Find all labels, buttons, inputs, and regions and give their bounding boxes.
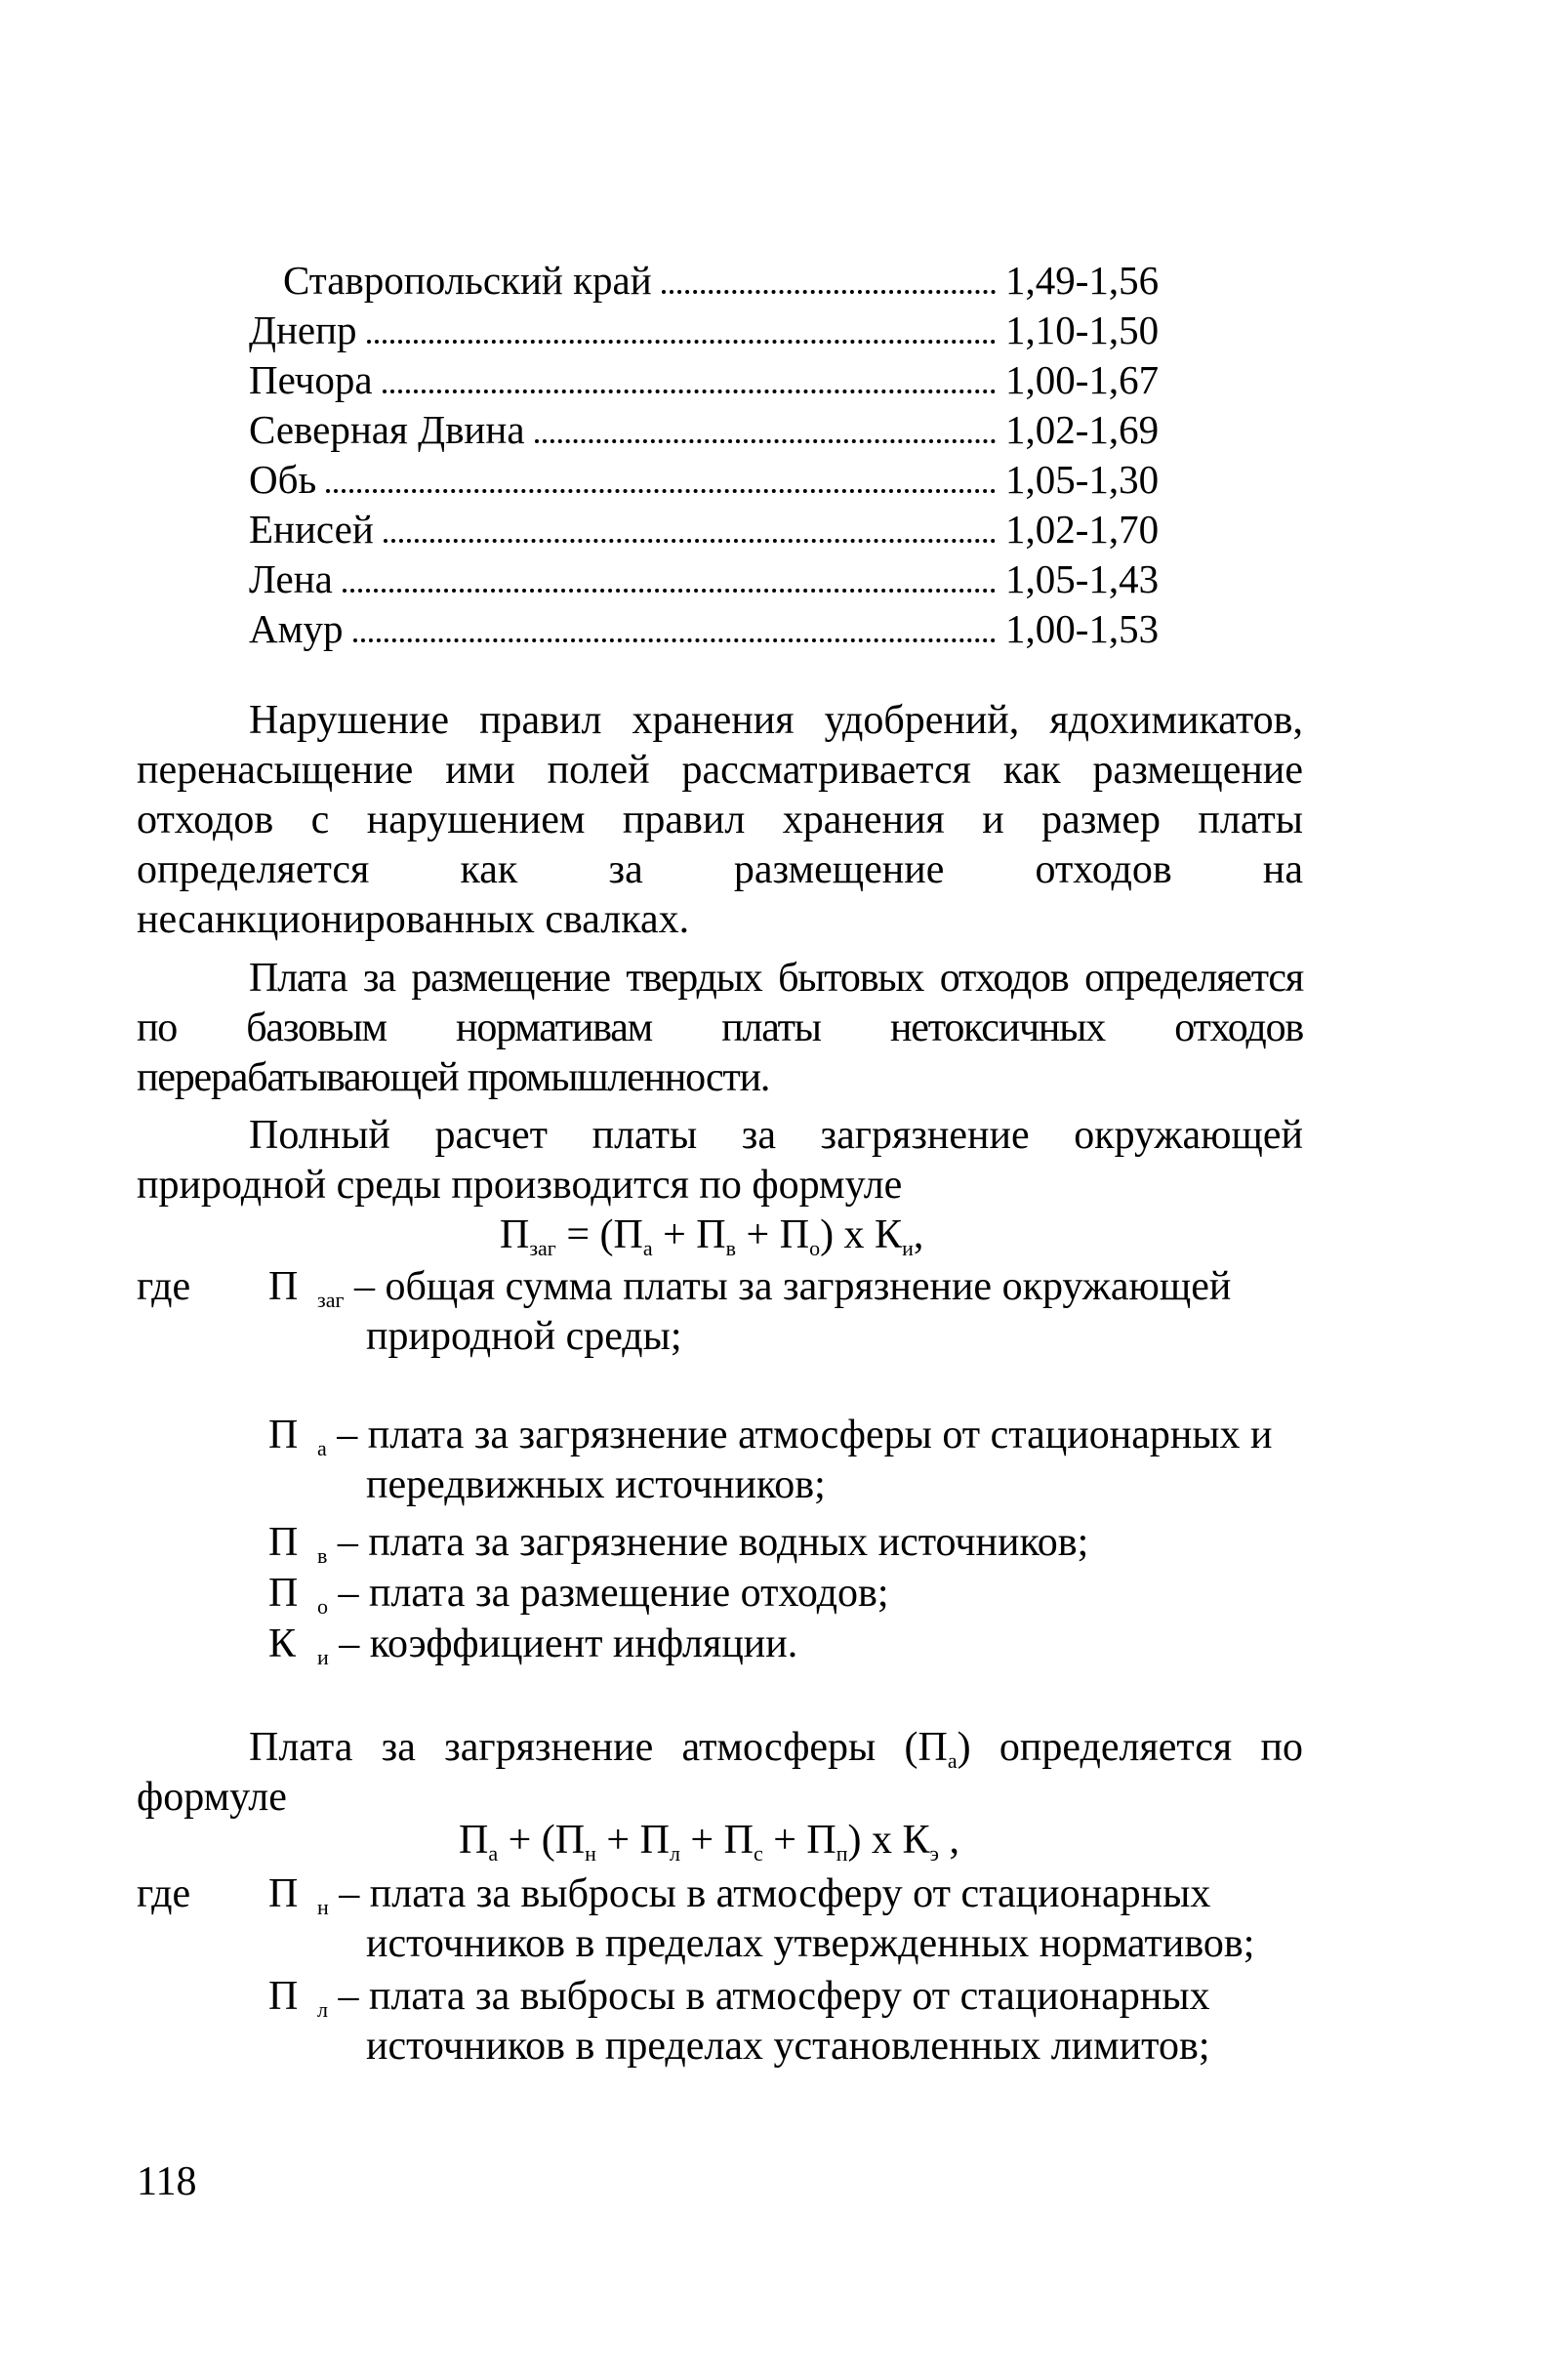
paragraph-solid-waste: Плата за размещение твердых бытовых отходов определяется по базовым нормативам платы нетоксичных отходов перерабатывающей промышленности.	[137, 956, 1303, 1100]
definition-subscript: в	[317, 1543, 328, 1568]
formula-subscript: с	[753, 1841, 763, 1866]
coefficient-list	[249, 256, 1166, 654]
formula-subscript: о	[809, 1236, 821, 1260]
definition-symbol: К	[268, 1621, 297, 1666]
definition-subscript: заг	[317, 1288, 345, 1312]
definition-subscript: а	[317, 1436, 327, 1460]
list-item	[249, 455, 1166, 505]
formula-text: ,	[913, 1212, 924, 1257]
definition-item	[268, 1869, 1303, 1969]
definition-symbol: П	[268, 1974, 299, 2019]
definition-symbol: П	[268, 1871, 299, 1916]
dot-leader	[367, 340, 996, 344]
list-item	[249, 505, 1166, 554]
list-item	[249, 256, 1166, 306]
paragraph-text: Плата за загрязнение атмосферы (П	[249, 1725, 948, 1770]
list-item	[249, 306, 1166, 355]
list-item	[249, 604, 1166, 654]
where-label: где	[137, 1264, 191, 1309]
paragraph-atmosphere-payment	[137, 1723, 1303, 1823]
dot-leader	[353, 638, 996, 642]
region-name: Печора	[249, 357, 373, 402]
formula-text: ) х К	[847, 1818, 930, 1863]
definition-subscript: н	[317, 1895, 329, 1919]
coefficient-value: 1,05-1,43	[1005, 556, 1160, 601]
formula-symbol: П	[459, 1818, 489, 1863]
dot-leader	[326, 489, 996, 493]
formula-text: + П	[736, 1212, 810, 1257]
definition-symbol: П	[268, 1520, 299, 1565]
definition-continuation: источников в пределах утвержденных нормативов;	[366, 1921, 1255, 1966]
region-name: Енисей	[249, 507, 374, 552]
coefficient-value: 1,02-1,69	[1005, 407, 1160, 452]
formula-subscript: и	[902, 1236, 914, 1260]
formula-subscript: в	[725, 1236, 737, 1260]
definition-item	[268, 1569, 1303, 1619]
definition-subscript: л	[317, 1997, 328, 2022]
definition-text: – плата за размещение отходов;	[328, 1571, 889, 1616]
formula-text: + (П	[498, 1818, 586, 1863]
formula-text: ,	[938, 1818, 959, 1863]
formula-text: + П	[679, 1818, 754, 1863]
region-name: Ставропольский край	[283, 258, 652, 303]
definition-subscript: о	[317, 1594, 328, 1619]
definition-continuation: передвижных источников;	[366, 1462, 826, 1507]
definition-item	[268, 1972, 1303, 2072]
dot-leader	[535, 439, 996, 443]
formula-subscript: а	[488, 1841, 499, 1866]
definition-text: – общая сумма платы за загрязнение окружающей	[344, 1264, 1232, 1309]
formula-subscript: э	[929, 1841, 939, 1866]
definition-text: – коэффициент инфляции.	[328, 1621, 798, 1666]
where-label: где	[137, 1871, 191, 1916]
paragraph-subscript: а	[947, 1748, 958, 1773]
region-name: Лена	[249, 556, 333, 601]
formula-text: + П	[652, 1212, 726, 1257]
formula-atmosphere-payment	[459, 1816, 959, 1866]
formula-text: ) х К	[820, 1212, 903, 1257]
dot-leader	[384, 539, 996, 543]
definition-item	[268, 1620, 1303, 1669]
region-name: Северная Двина	[249, 407, 525, 452]
paragraph-storage-violation: Нарушение правил хранения удобрений, ядохимикатов, перенасыщение ими полей рассматривается как размещение отходов с нарушением правил хранения и размер платы определяется как за размещение отходов на несанкционированных свалках.	[137, 698, 1303, 942]
formula-subscript: н	[585, 1841, 596, 1866]
region-name: Обь	[249, 457, 317, 502]
dot-leader	[343, 589, 996, 593]
formula-subscript: л	[669, 1841, 680, 1866]
formula-text: + П	[762, 1818, 836, 1863]
paragraph-text: ) определяется по формуле	[137, 1725, 1303, 1820]
definition-item	[268, 1411, 1303, 1510]
coefficient-value: 1,00-1,67	[1005, 357, 1160, 402]
definition-subscript: и	[317, 1645, 329, 1669]
page-number: 118	[137, 2159, 197, 2204]
region-name: Днепр	[249, 308, 357, 352]
definition-continuation: природной среды;	[366, 1314, 682, 1359]
coefficient-value: 1,02-1,70	[1005, 507, 1160, 552]
coefficient-value: 1,10-1,50	[1005, 308, 1160, 352]
formula-text: = (П	[555, 1212, 643, 1257]
definition-symbol: П	[268, 1571, 299, 1616]
region-name: Амур	[249, 606, 344, 651]
formula-subscript: п	[836, 1841, 848, 1866]
definition-text: – плата за выбросы в атмосферу от стационарных	[328, 1871, 1211, 1916]
paragraph-full-calculation: Полный расчет платы за загрязнение окружающей природной среды производится по формуле	[137, 1113, 1303, 1208]
definition-text: – плата за загрязнение водных источников;	[327, 1520, 1089, 1565]
definition-text: – плата за выбросы в атмосферу от стационарных	[327, 1974, 1210, 2019]
coefficient-value: 1,00-1,53	[1005, 606, 1160, 651]
definition-symbol: П	[268, 1264, 299, 1309]
formula-subscript: а	[642, 1236, 653, 1260]
formula-subscript: заг	[529, 1236, 556, 1260]
coefficient-value: 1,49-1,56	[1005, 258, 1160, 303]
definition-text: – плата за загрязнение атмосферы от стационарных и	[326, 1413, 1273, 1457]
definition-item	[268, 1518, 1303, 1568]
definition-item	[268, 1262, 1303, 1362]
list-item	[249, 405, 1166, 455]
dot-leader	[662, 290, 996, 294]
formula-symbol: П	[500, 1212, 530, 1257]
coefficient-value: 1,05-1,30	[1005, 457, 1160, 502]
dot-leader	[383, 390, 996, 393]
definition-continuation: источников в пределах установленных лимитов;	[366, 2024, 1210, 2069]
formula-total-payment	[500, 1211, 923, 1260]
formula-text: + П	[595, 1818, 670, 1863]
list-item	[249, 554, 1166, 604]
definition-symbol: П	[268, 1413, 299, 1457]
list-item	[249, 355, 1166, 405]
